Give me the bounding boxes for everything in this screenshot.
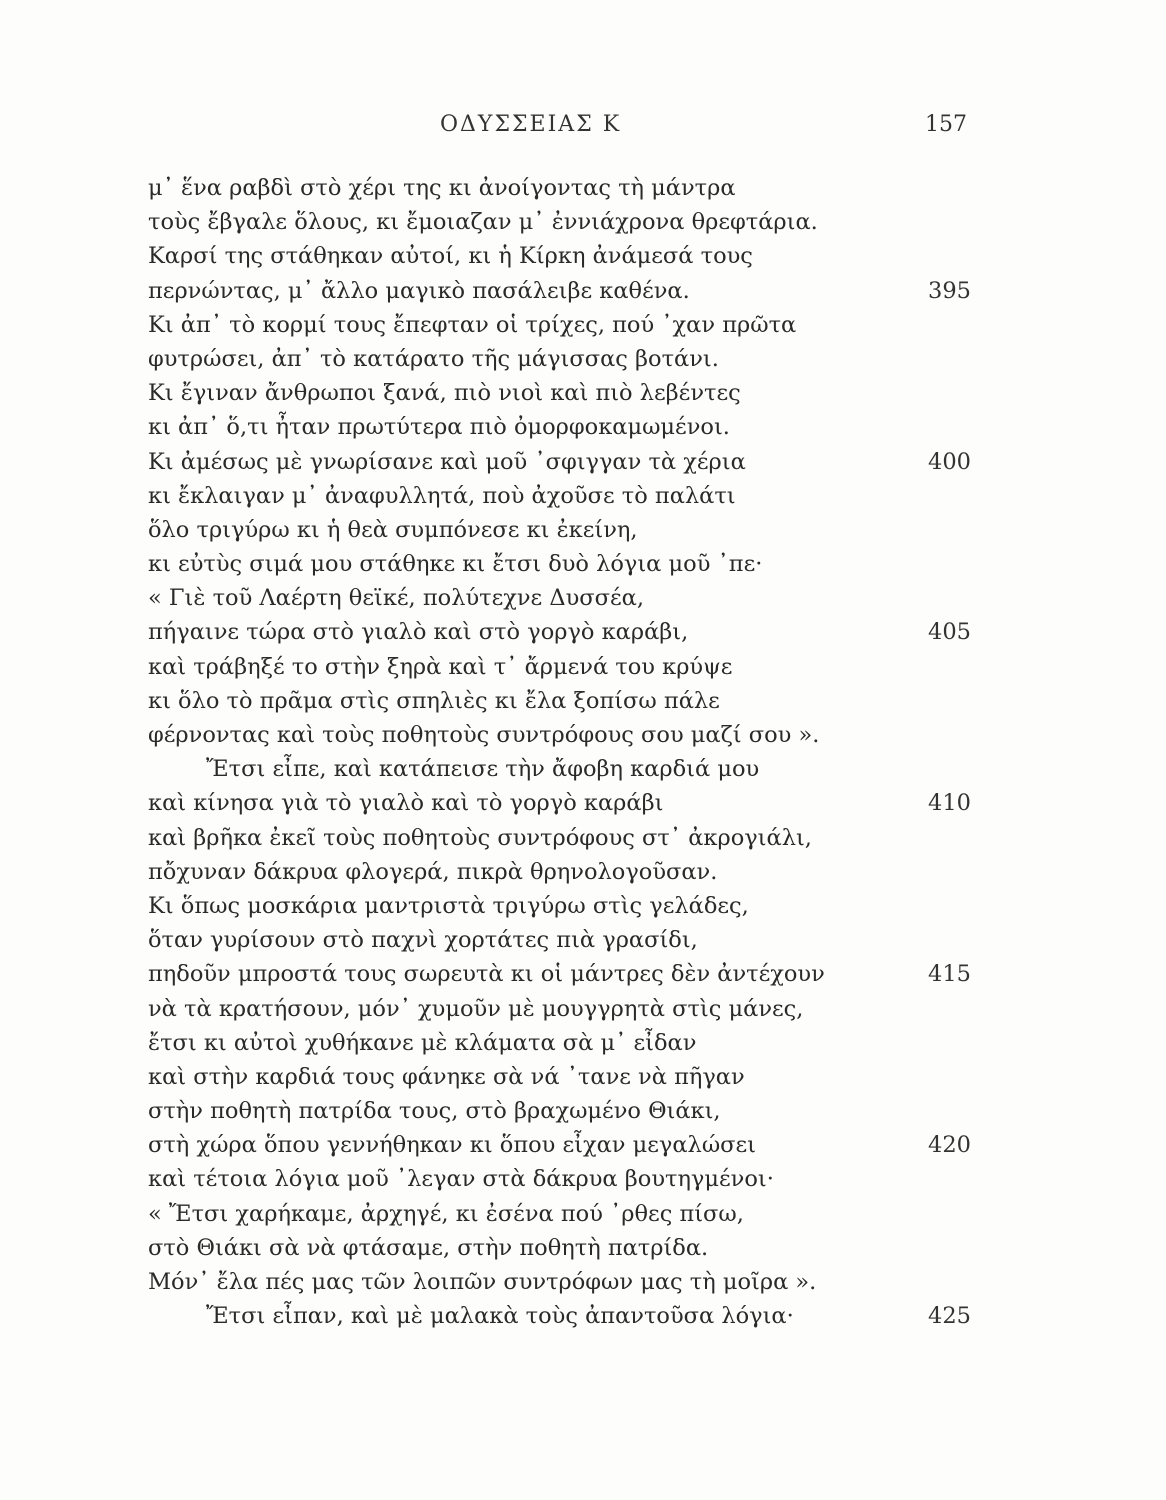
verse-text: φυτρώσει, ἀπ᾽ τὸ κατάρατο τῆς μάγισσας βοτάνι. <box>148 345 719 372</box>
verse-text: Κι ἀπ᾽ τὸ κορμί τους ἔπεφταν οἱ τρίχες, πού ᾽χαν πρῶτα <box>148 311 797 338</box>
verse-text: Μόν᾽ ἔλα πές μας τῶν λοιπῶν συντρόφων μας τὴ μοῖρα ». <box>148 1269 817 1295</box>
verse-line <box>0 342 1166 376</box>
line-number: 405 <box>928 619 971 646</box>
verse-text: φέρνοντας καὶ τοὺς ποθητοὺς συντρόφους σου μαζί σου ». <box>148 722 820 748</box>
verse-text: Κι ὅπως μοσκάρια μαντριστὰ τριγύρω στὶς γελάδες, <box>148 892 749 919</box>
verse-text: κι εὐτὺς σιμά μου στάθηκε κι ἔτσι δυὸ λόγια μοῦ ᾽πε· <box>148 551 763 578</box>
line-number: 410 <box>928 790 971 817</box>
verse-line <box>0 376 1166 410</box>
verse-text: « Ἔτσι χαρήκαμε, ἀρχηγέ, κι ἐσένα πού ᾽ρθες πίσω, <box>148 1200 744 1227</box>
verse-line <box>0 1162 1166 1196</box>
verse-line <box>0 308 1166 342</box>
verse-text: καὶ βρῆκα ἐκεῖ τοὺς ποθητοὺς συντρόφους στ᾽ ἀκρογιάλι, <box>148 824 812 851</box>
verse-text: καὶ τέτοια λόγια μοῦ ᾽λεγαν στὰ δάκρυα βουτηγμένοι· <box>148 1166 774 1193</box>
verse-text: Ἔτσι εἶπε, καὶ κατάπεισε τὴν ἄφοβη καρδιά μου <box>206 756 760 783</box>
verse-text: καὶ κίνησα γιὰ τὸ γιαλὸ καὶ τὸ γοργὸ καράβι <box>148 790 664 817</box>
verse-text: καὶ στὴν καρδιά τους φάνηκε σὰ νά ᾽τανε νὰ πῆγαν <box>148 1063 745 1090</box>
verse-line <box>0 1128 1166 1162</box>
running-title: ΟΔΥΣΣΕΙΑΣ Κ <box>440 112 622 137</box>
line-number: 420 <box>928 1132 971 1159</box>
verse-line <box>0 1197 1166 1231</box>
verse-line <box>0 479 1166 513</box>
verse-line <box>0 1265 1166 1299</box>
verse-line <box>0 889 1166 923</box>
verse-line <box>0 205 1166 239</box>
verse-text: νὰ τὰ κρατήσουν, μόν᾽ χυμοῦν μὲ μουγγρητὰ στὶς μάνες, <box>148 995 804 1022</box>
verse-line <box>0 1299 1166 1333</box>
verse-line <box>0 684 1166 718</box>
verse-text: τοὺς ἔβγαλε ὅλους, κι ἔμοιαζαν μ᾽ ἐννιάχρονα θρεφτάρια. <box>148 209 818 236</box>
poem-text <box>0 171 1166 1333</box>
verse-line <box>0 1231 1166 1265</box>
verse-text: πὄχυναν δάκρυα φλογερά, πικρὰ θρηνολογοῦσαν. <box>148 858 718 885</box>
verse-line <box>0 1060 1166 1094</box>
verse-text: κι ἔκλαιγαν μ᾽ ἀναφυλλητά, ποὺ ἀχοῦσε τὸ παλάτι <box>148 482 736 509</box>
verse-line <box>0 1026 1166 1060</box>
verse-text: ὅταν γυρίσουν στὸ παχνὶ χορτάτες πιὰ γρασίδι, <box>148 927 698 954</box>
verse-text: στὴ χώρα ὅπου γεννήθηκαν κι ὅπου εἶχαν μεγαλώσει <box>148 1132 757 1159</box>
verse-line <box>0 923 1166 957</box>
line-number: 425 <box>928 1303 971 1330</box>
verse-text: Καρσί της στάθηκαν αὐτοί, κι ἡ Κίρκη ἀνάμεσά τους <box>148 243 753 270</box>
verse-text: Κι ἀμέσως μὲ γνωρίσανε καὶ μοῦ ᾽σφιγγαν τὰ χέρια <box>148 448 746 475</box>
verse-text: ἔτσι κι αὐτοὶ χυθήκανε μὲ κλάματα σὰ μ᾽ εἶδαν <box>148 1029 697 1056</box>
verse-text: κι ὅλο τὸ πρᾶμα στὶς σπηλιὲς κι ἔλα ξοπίσω πάλε <box>148 687 720 714</box>
verse-text: κι ἀπ᾽ ὅ,τι ἦταν πρωτύτερα πιὸ ὀμορφοκαμωμένοι. <box>148 414 730 441</box>
verse-line <box>0 650 1166 684</box>
verse-text: καὶ τράβηξέ το στὴν ξηρὰ καὶ τ᾽ ἄρμενά του κρύψε <box>148 653 733 680</box>
verse-text: μ᾽ ἕνα ραβδὶ στὸ χέρι της κι ἀνοίγοντας τὴ μάντρα <box>148 175 736 201</box>
verse-text: ὅλο τριγύρω κι ἡ θεὰ συμπόνεσε κι ἐκείνη, <box>148 516 638 543</box>
line-number: 415 <box>928 961 971 988</box>
verse-line <box>0 615 1166 649</box>
line-number: 395 <box>928 277 971 304</box>
verse-line <box>0 171 1166 205</box>
verse-line <box>0 855 1166 889</box>
verse-text: πηδοῦν μπροστά τους σωρευτὰ κι οἱ μάντρες δὲν ἀντέχουν <box>148 961 825 988</box>
line-number: 400 <box>928 448 971 475</box>
verse-text: « Γιὲ τοῦ Λαέρτη θεϊκέ, πολύτεχνε Δυσσέα, <box>148 585 644 612</box>
verse-line <box>0 274 1166 308</box>
verse-text: πήγαινε τώρα στὸ γιαλὸ καὶ στὸ γοργὸ καράβι, <box>148 619 689 646</box>
verse-text: στὴν ποθητὴ πατρίδα τους, στὸ βραχωμένο Θιάκι, <box>148 1098 721 1125</box>
verse-line <box>0 786 1166 820</box>
verse-text: Ἔτσι εἶπαν, καὶ μὲ μαλακὰ τοὺς ἀπαντοῦσα λόγια· <box>206 1303 794 1330</box>
verse-line <box>0 1094 1166 1128</box>
verse-line <box>0 239 1166 273</box>
page-number: 157 <box>925 112 967 137</box>
verse-text: στὸ Θιάκι σὰ νὰ φτάσαμε, στὴν ποθητὴ πατρίδα. <box>148 1234 709 1261</box>
verse-line <box>0 957 1166 991</box>
verse-line <box>0 718 1166 752</box>
verse-line <box>0 992 1166 1026</box>
verse-line <box>0 821 1166 855</box>
verse-line <box>0 410 1166 444</box>
verse-line <box>0 581 1166 615</box>
verse-text: Κι ἔγιναν ἄνθρωποι ξανά, πιὸ νιοὶ καὶ πιὸ λεβέντες <box>148 380 741 407</box>
verse-line <box>0 513 1166 547</box>
verse-line <box>0 752 1166 786</box>
page-header <box>0 112 1166 146</box>
verse-text: περνώντας, μ᾽ ἄλλο μαγικὸ πασάλειβε καθένα. <box>148 277 690 304</box>
verse-line <box>0 547 1166 581</box>
verse-line <box>0 445 1166 479</box>
